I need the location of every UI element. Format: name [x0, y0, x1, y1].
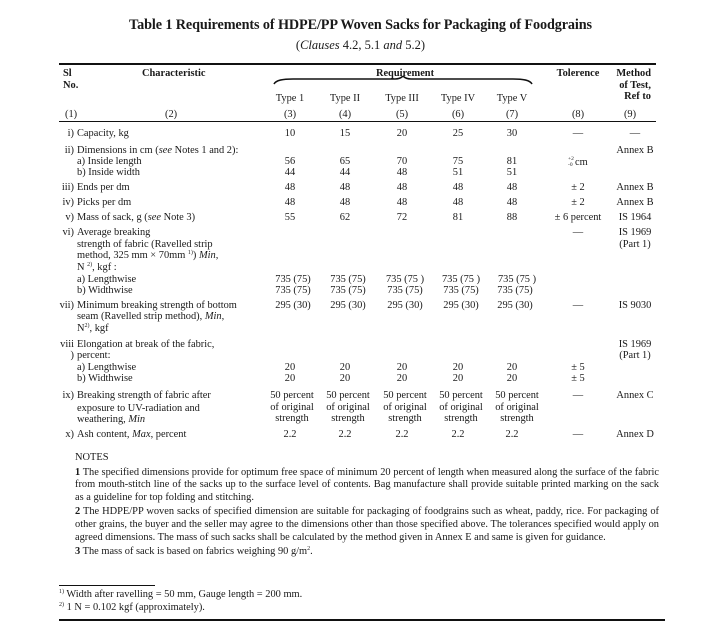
header-sl-no — [63, 68, 78, 91]
char-see: see — [158, 145, 172, 156]
row-value-type1: 55 — [284, 212, 296, 223]
tol-minus: -0 — [568, 162, 573, 168]
row-method: Annex C — [616, 390, 654, 401]
row-sl: v) — [65, 212, 74, 223]
value-line: 50 percent — [383, 390, 427, 401]
row-value-type3: 70 — [396, 156, 408, 167]
row-value-type5: 295 (30) — [497, 300, 533, 311]
row-characteristic-line: Elongation at break of the fabric, — [77, 339, 215, 350]
row-value-type2: 735 (75) — [330, 285, 366, 296]
row-value-type4: 735 (75 ) — [441, 274, 481, 285]
header-tolerance: Tolerence — [556, 68, 600, 79]
subrow-label: b) Widthwise — [77, 285, 133, 296]
row-sl: iii) — [61, 182, 74, 193]
footnote-separator — [59, 585, 155, 586]
header-colnum-6: (6) — [451, 109, 465, 120]
subtitle-nums1: 4.2, 5.1 — [339, 38, 384, 52]
row-characteristic — [77, 429, 186, 441]
row-method: Annex B — [616, 197, 654, 208]
footnote-2 — [59, 602, 205, 614]
row-value-type3: 20 — [396, 373, 408, 384]
header-type-2: Type II — [329, 93, 361, 104]
row-method-line1: IS 1969 — [618, 227, 652, 238]
header-characteristic: Characteristic — [142, 68, 206, 79]
note-number: 2 — [75, 506, 81, 518]
row-value-type4 — [434, 390, 488, 425]
row-value-type3: 2.2 — [395, 429, 409, 440]
row-sl: x) — [65, 429, 74, 440]
header-method-line1: Method — [616, 68, 651, 79]
row-method: IS 9030 — [618, 300, 652, 311]
row-characteristic-line — [77, 323, 109, 335]
char-text: Notes 1 and 2): — [171, 145, 239, 156]
header-colnum-8: (8) — [571, 109, 585, 120]
value-line: strength — [444, 413, 478, 424]
header-colnum-1: (1) — [65, 109, 78, 120]
value-line: strength — [500, 413, 534, 424]
row-value-type5: 20 — [506, 373, 518, 384]
row-sl: vi) — [62, 227, 74, 238]
row-value-type5: 20 — [506, 362, 518, 373]
row-value-type4: 25 — [452, 128, 464, 139]
row-value-type5: 88 — [506, 212, 518, 223]
header-type-3: Type III — [385, 93, 419, 104]
row-characteristic-line: Minimum breaking strength of bottom — [77, 300, 237, 311]
note-number: 3 — [75, 546, 81, 558]
row-value-type2: 295 (30) — [330, 300, 366, 311]
row-method: Annex B — [616, 145, 654, 156]
row-value-type4: 51 — [452, 167, 464, 178]
tol-unit: cm — [575, 157, 588, 168]
header-colnum-9: (9) — [623, 109, 637, 120]
row-value-type2: 65 — [339, 156, 351, 167]
row-value-type4: 20 — [452, 362, 464, 373]
row-value-type5: 30 — [506, 128, 518, 139]
row-characteristic-line: Average breaking — [77, 227, 151, 238]
row-value-type2: 20 — [339, 373, 351, 384]
table-top-rule — [59, 63, 656, 65]
row-value-type5: 51 — [506, 167, 518, 178]
row-value-type1: 48 — [284, 182, 296, 193]
row-value-type1: 10 — [284, 128, 296, 139]
row-value-type4: 48 — [452, 182, 464, 193]
subtitle-nums2: 5.2) — [402, 38, 426, 52]
row-value-type1: 20 — [284, 362, 296, 373]
value-line: strength — [275, 413, 309, 424]
footnote-ref: 2) — [87, 262, 93, 268]
footnote-ref: 1) — [187, 250, 193, 256]
row-characteristic: Picks per dm — [77, 197, 132, 208]
row-tolerance: ± 6 percent — [554, 212, 602, 223]
row-sl: iv) — [62, 197, 74, 208]
row-characteristic-line: exposure to UV-radiation and — [77, 403, 200, 414]
note-number: 1 — [75, 466, 81, 478]
subrow-label: a) Inside length — [77, 156, 142, 167]
note-3 — [75, 546, 659, 559]
row-characteristic: Capacity, kg — [77, 128, 129, 139]
char-min: Min — [128, 414, 146, 425]
footnote-text: Width after ravelling = 50 mm, Gauge length = 200 mm. — [64, 589, 303, 600]
value-line: of original — [270, 401, 314, 413]
row-value-type1 — [265, 390, 319, 425]
row-value-type5: 2.2 — [505, 429, 519, 440]
row-tolerance: ± 5 — [571, 373, 585, 384]
note-text: The HDPE/PP woven sacks of specified dimension are suitable for packaging of foodgrains such as wheat, paddy, rice. For packaging of other grains, the buyer and the seller may agree to the dimensions other than those specified above. The tolerances specified would apply on agreed dimensions. The mass of such sacks shall be calculated by the method given in Annex E and same is given for guidance. — [75, 506, 659, 543]
row-sl: ix) — [62, 390, 74, 401]
row-value-type4: 295 (30) — [443, 300, 479, 311]
subtitle-and: and — [383, 38, 403, 52]
superscript: 2 — [307, 546, 311, 553]
row-method: Annex B — [616, 182, 654, 193]
row-value-type1: 735 (75) — [275, 274, 311, 285]
row-value-type2: 2.2 — [338, 429, 352, 440]
row-value-type1: 48 — [284, 197, 296, 208]
char-text: Mass of sack, g ( — [77, 212, 148, 223]
row-value-type5: 735 (75) — [497, 285, 533, 296]
header-colnum-2: (2) — [165, 109, 178, 120]
char-text: , percent — [150, 429, 187, 440]
table-subtitle — [0, 38, 721, 53]
row-value-type4: 81 — [452, 212, 464, 223]
row-value-type2: 15 — [339, 128, 351, 139]
table-title: Table 1 Requirements of HDPE/PP Woven Sacks for Packaging of Foodgrains — [129, 17, 592, 33]
value-line: of original — [439, 401, 483, 413]
header-bottom-rule — [59, 121, 656, 122]
subtitle-open: ( — [295, 38, 301, 52]
char-text: N — [77, 323, 85, 334]
subrow-label: b) Inside width — [77, 167, 140, 178]
value-line: 50 percent — [439, 390, 483, 401]
row-value-type4: 75 — [452, 156, 464, 167]
row-tolerance — [568, 157, 598, 171]
row-value-type1: 295 (30) — [275, 300, 311, 311]
row-method-line1: IS 1969 — [618, 339, 652, 350]
row-value-type3 — [378, 390, 432, 425]
row-characteristic-line — [77, 262, 117, 274]
row-method-line2: (Part 1) — [619, 239, 651, 250]
row-sl: viii — [60, 339, 74, 350]
footnote-ref: 2) — [84, 323, 90, 329]
row-value-type4: 20 — [452, 373, 464, 384]
header-requirement: Requirement — [375, 68, 435, 79]
row-characteristic — [77, 145, 238, 157]
row-value-type5 — [490, 390, 544, 425]
char-text: Dimensions in cm ( — [77, 145, 159, 156]
row-method: IS 1964 — [618, 212, 652, 223]
row-characteristic-line: percent: — [77, 350, 111, 361]
row-tolerance: — — [572, 390, 584, 401]
requirement-brace-icon — [273, 76, 533, 86]
row-tolerance: ± 2 — [571, 197, 585, 208]
row-method: Annex D — [616, 429, 654, 440]
char-text: weathering, — [77, 414, 129, 425]
char-text: N — [77, 262, 88, 273]
row-value-type5: 48 — [506, 182, 518, 193]
row-value-type3: 20 — [396, 128, 408, 139]
subtitle-clauses: Clauses — [300, 38, 340, 52]
notes-heading: NOTES — [75, 452, 109, 463]
row-value-type2 — [321, 390, 375, 425]
row-tolerance: — — [572, 128, 584, 139]
row-tolerance: — — [572, 227, 584, 238]
row-sl-cont: ) — [70, 350, 74, 361]
row-sl: i) — [67, 128, 74, 139]
header-colnum-4: (4) — [338, 109, 352, 120]
char-text: , kgf : — [92, 262, 117, 273]
subrow-label: b) Widthwise — [77, 373, 133, 384]
row-value-type3: 735 (75 ) — [385, 274, 425, 285]
row-sl: vii) — [59, 300, 74, 311]
row-value-type3: 735 (75) — [387, 285, 423, 296]
value-line: strength — [331, 413, 365, 424]
header-sl-line1: Sl — [63, 68, 72, 79]
header-type-4: Type IV — [440, 93, 476, 104]
page-bottom-rule — [59, 619, 665, 621]
row-value-type4: 48 — [452, 197, 464, 208]
note-1 — [75, 467, 659, 505]
footnote-text: 1 N = 0.102 kgf (approximately). — [64, 602, 205, 613]
char-text: Ash content, — [77, 429, 133, 440]
row-value-type1: 56 — [284, 156, 296, 167]
value-line: strength — [388, 413, 422, 424]
row-value-type5: 735 (75 ) — [497, 274, 537, 285]
header-sl-line2: No. — [63, 79, 79, 91]
row-method-line2: (Part 1) — [619, 350, 651, 361]
note-text: The mass of sack is based on fabrics weighing 90 g/m — [80, 546, 308, 558]
row-tolerance: ± 5 — [571, 362, 585, 373]
char-text: , kgf — [89, 323, 109, 334]
subrow-label: a) Lengthwise — [77, 362, 137, 373]
row-characteristic — [77, 212, 195, 224]
value-line: of original — [495, 401, 539, 413]
row-value-type2: 48 — [339, 197, 351, 208]
note-text: . — [310, 546, 313, 558]
header-method-line3: Ref to — [624, 91, 651, 102]
value-line: 50 percent — [495, 390, 539, 401]
row-method: — — [629, 128, 641, 139]
footnote-marker: 2) — [59, 602, 64, 608]
row-characteristic: Ends per dm — [77, 182, 130, 193]
notes-section — [75, 452, 659, 559]
row-value-type2: 44 — [339, 167, 351, 178]
row-value-type5: 81 — [506, 156, 518, 167]
subrow-label: a) Lengthwise — [77, 274, 137, 285]
char-text: ) — [192, 250, 199, 261]
header-colnum-3: (3) — [283, 109, 297, 120]
char-text: method, 325 mm × 70mm — [77, 250, 188, 261]
char-text: seam (Ravelled strip method), — [77, 311, 205, 322]
row-value-type1: 20 — [284, 373, 296, 384]
row-tolerance: — — [572, 429, 584, 440]
row-characteristic-line — [77, 311, 224, 323]
row-characteristic-line: strength of fabric (Ravelled strip — [77, 239, 213, 250]
row-tolerance: ± 2 — [571, 182, 585, 193]
footnote-1 — [59, 589, 302, 601]
row-value-type3: 295 (30) — [387, 300, 423, 311]
row-characteristic-line: Breaking strength of fabric after — [77, 390, 211, 401]
note-2 — [75, 506, 659, 544]
row-sl: ii) — [64, 145, 74, 156]
row-value-type2: 48 — [339, 182, 351, 193]
row-value-type3: 72 — [396, 212, 408, 223]
char-text: Note 3) — [160, 212, 196, 223]
value-line: 50 percent — [326, 390, 370, 401]
header-method-line2: of Test, — [619, 79, 651, 91]
row-value-type2: 20 — [339, 362, 351, 373]
row-value-type3: 48 — [396, 182, 408, 193]
footnote-marker: 1) — [59, 589, 64, 595]
char-min: Min, — [204, 311, 225, 322]
row-value-type3: 48 — [396, 167, 408, 178]
value-line: of original — [383, 401, 427, 413]
header-type-1: Type 1 — [275, 93, 305, 104]
header-type-5: Type V — [496, 93, 528, 104]
row-value-type1: 735 (75) — [275, 285, 311, 296]
value-line: 50 percent — [270, 390, 314, 401]
header-colnum-7: (7) — [505, 109, 519, 120]
value-line: of original — [326, 401, 370, 413]
char-see: see — [147, 212, 161, 223]
row-tolerance: — — [572, 300, 584, 311]
header-method — [608, 68, 651, 103]
header-colnum-5: (5) — [395, 109, 409, 120]
row-value-type2: 735 (75) — [330, 274, 366, 285]
row-value-type2: 62 — [339, 212, 351, 223]
char-min: Min, — [198, 250, 219, 261]
row-value-type1: 2.2 — [283, 429, 297, 440]
row-value-type5: 48 — [506, 197, 518, 208]
row-characteristic-line — [77, 414, 145, 426]
char-max: Max — [132, 429, 151, 440]
row-value-type3: 20 — [396, 362, 408, 373]
row-value-type1: 44 — [284, 167, 296, 178]
row-characteristic-line — [77, 250, 218, 262]
note-text: The specified dimensions provide for optimum free space of minimum 20 percent of length when measured along the surface of the fabric from mouth-stitch line of the sacks up to the surface level of contents. Bag manufacture shall provide suitable printed marking on the sack as a guideline for top folding and stitching. — [75, 466, 659, 503]
tol-plus: +2 — [568, 156, 574, 162]
row-value-type3: 48 — [396, 197, 408, 208]
row-value-type4: 2.2 — [451, 429, 465, 440]
row-value-type4: 735 (75) — [443, 285, 479, 296]
